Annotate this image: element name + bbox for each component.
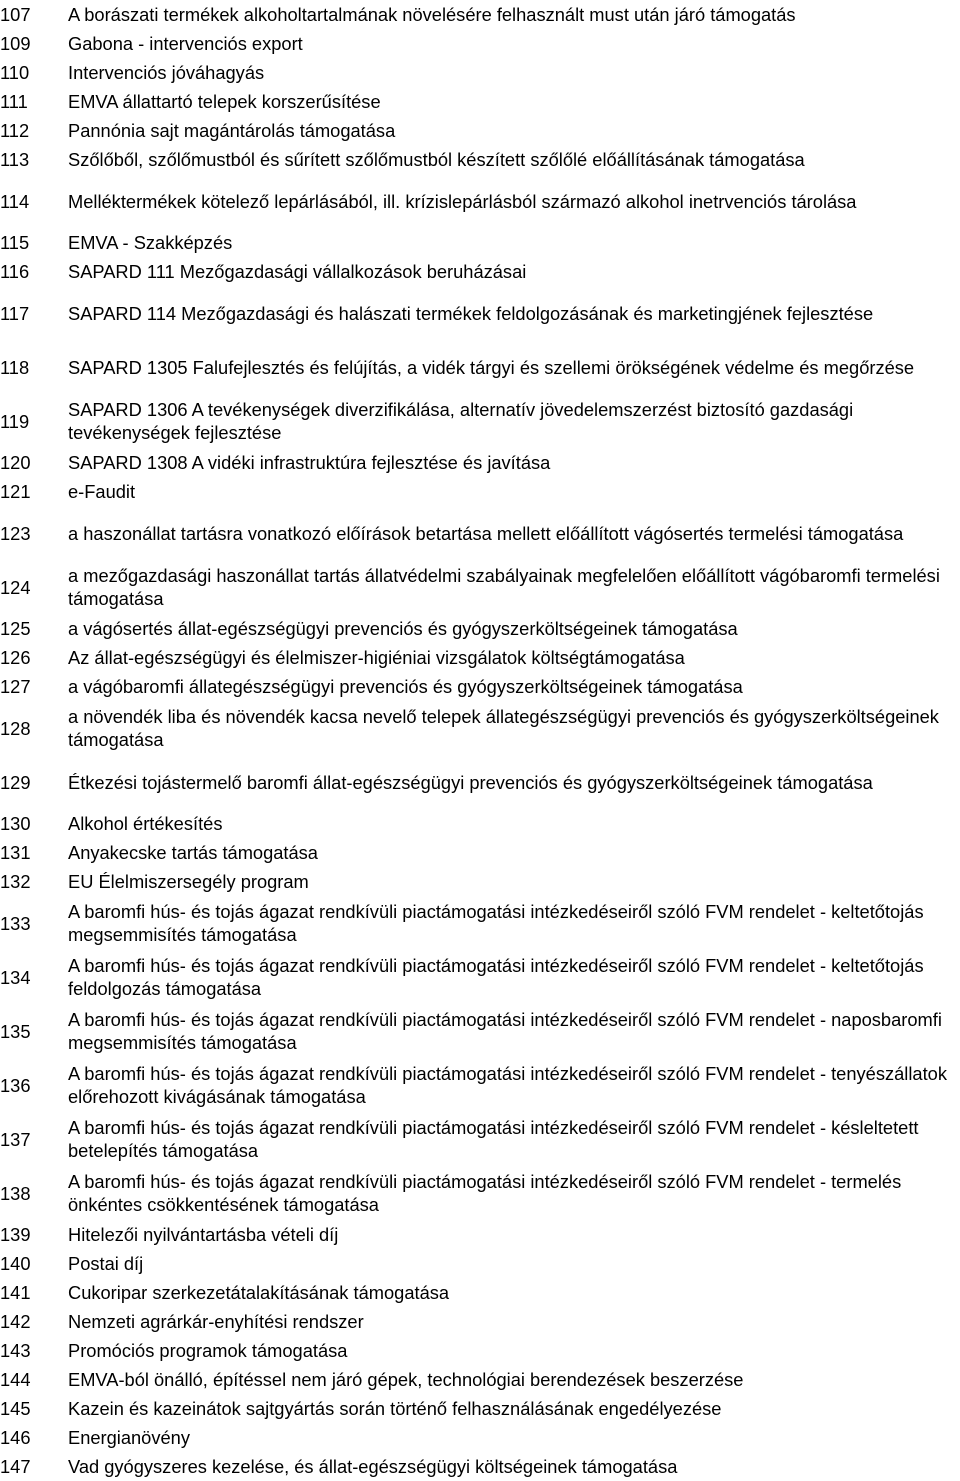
- row-number: 119: [0, 410, 30, 432]
- row-description: SAPARD 111 Mezőgazdasági vállalkozások beruházásai: [68, 261, 527, 282]
- table-row: [0, 701, 960, 755]
- row-description: SAPARD 1308 A vidéki infrastruktúra fejlesztése és javítása: [68, 452, 551, 473]
- row-number: 143: [0, 1340, 31, 1361]
- row-description: e-Faudit: [68, 481, 136, 502]
- row-number: 146: [0, 1427, 31, 1448]
- row-description: a vágósertés állat-egészségügyi prevenciós és gyógyszerköltségeinek támogatása: [68, 618, 738, 639]
- row-description: A baromfi hús- és tojás ágazat rendkívüli piactámogatási intézkedéseiről szóló FVM rendelet - termelés önkéntes csökkentésének támogatása: [68, 1171, 902, 1215]
- row-number: 142: [0, 1311, 31, 1332]
- row-description: Nemzeti agrárkár-enyhítési rendszer: [68, 1311, 364, 1332]
- table-row: [0, 116, 960, 145]
- row-number: 120: [0, 452, 31, 473]
- row-number: 144: [0, 1369, 31, 1390]
- row-description: Postai díj: [68, 1253, 144, 1274]
- table-row: [0, 755, 960, 809]
- row-description: Az állat-egészségügyi és élelmiszer-higiéniai vizsgálatok költségtámogatása: [68, 647, 685, 668]
- row-number: 147: [0, 1456, 31, 1477]
- table-row: [0, 58, 960, 87]
- table-row: [0, 1423, 960, 1452]
- table-row: [0, 896, 960, 950]
- row-description: EMVA-ból önálló, építéssel nem járó gépek, technológiai berendezések beszerzése: [68, 1369, 744, 1390]
- table-row: [0, 643, 960, 672]
- row-description: Alkohol értékesítés: [68, 813, 223, 834]
- row-description: SAPARD 1306 A tevékenységek diverzifikálása, alternatív jövedelemszerzést biztosító gazdasági tevékenységek fejlesztése: [68, 399, 854, 443]
- row-number: 107: [0, 4, 31, 25]
- row-description: a haszonállat tartásra vonatkozó előírások betartása mellett előállított vágósertés termelési támogatása: [68, 522, 904, 544]
- row-number: 139: [0, 1224, 31, 1245]
- row-number: 128: [0, 717, 31, 739]
- row-number: 125: [0, 618, 31, 639]
- table-row: [0, 394, 960, 448]
- row-number: 126: [0, 647, 31, 668]
- table-row: [0, 672, 960, 701]
- row-number: 116: [0, 261, 30, 282]
- table-row: [0, 838, 960, 867]
- row-description: Pannónia sajt magántárolás támogatása: [68, 120, 396, 141]
- row-number: 134: [0, 966, 31, 988]
- table-row: [0, 145, 960, 174]
- table-row: [0, 1166, 960, 1220]
- table-row: [0, 1004, 960, 1058]
- row-description: SAPARD 1305 Falufejlesztés és felújítás, a vidék tárgyi és szellemi örökségének védelme és megőrzése: [68, 356, 915, 378]
- table-row: [0, 228, 960, 257]
- row-description: Gabona - intervenciós export: [68, 33, 303, 54]
- table-row: [0, 1452, 960, 1481]
- row-description: EMVA - Szakképzés: [68, 232, 233, 253]
- row-description: Cukoripar szerkezetátalakításának támogatása: [68, 1282, 450, 1303]
- table-row: [0, 867, 960, 896]
- row-description: Hitelezői nyilvántartásba vételi díj: [68, 1224, 339, 1245]
- table-row: [0, 506, 960, 560]
- table-row: [0, 1112, 960, 1166]
- row-description: a vágóbaromfi állategészségügyi prevenciós és gyógyszerköltségeinek támogatása: [68, 676, 743, 697]
- row-description: a mezőgazdasági haszonállat tartás állatvédelmi szabályainak megfelelően előállított vágóbaromfi termelési támogatása: [68, 565, 940, 609]
- row-number: 140: [0, 1253, 31, 1274]
- table-row: [0, 87, 960, 116]
- row-number: 111: [0, 91, 28, 112]
- table-row: [0, 174, 960, 228]
- row-description: A baromfi hús- és tojás ágazat rendkívüli piactámogatási intézkedéseiről szóló FVM rendelet - tenyészállatok előrehozott kivágásának támogatása: [68, 1063, 947, 1107]
- row-number: 121: [0, 481, 31, 502]
- table-row: [0, 1220, 960, 1249]
- row-number: 113: [0, 149, 30, 170]
- row-description: A baromfi hús- és tojás ágazat rendkívüli piactámogatási intézkedéseiről szóló FVM rendelet - keltetőtojás megsemmisítés támogatása: [68, 901, 924, 945]
- table-row: [0, 1336, 960, 1365]
- row-number: 136: [0, 1074, 31, 1096]
- row-number: 124: [0, 576, 31, 598]
- table-row: [0, 1365, 960, 1394]
- table-row: [0, 1058, 960, 1112]
- row-number: 117: [0, 302, 30, 324]
- row-number: 132: [0, 871, 31, 892]
- row-number: 145: [0, 1398, 31, 1419]
- table-row: [0, 29, 960, 58]
- table-row: [0, 809, 960, 838]
- row-number: 133: [0, 912, 31, 934]
- row-description: Anyakecske tartás támogatása: [68, 842, 318, 863]
- row-number: 130: [0, 813, 31, 834]
- row-description: Intervenciós jóváhagyás: [68, 62, 265, 83]
- table-row: [0, 1278, 960, 1307]
- row-number: 131: [0, 842, 31, 863]
- table-row: [0, 614, 960, 643]
- row-number: 110: [0, 62, 30, 83]
- table-row: [0, 286, 960, 340]
- row-description: Promóciós programok támogatása: [68, 1340, 348, 1361]
- row-number: 135: [0, 1020, 31, 1042]
- row-description: Szőlőből, szőlőmustból és sűrített szőlőmustból készített szőlőlé előállításának támogatása: [68, 149, 805, 170]
- row-description: A baromfi hús- és tojás ágazat rendkívüli piactámogatási intézkedéseiről szóló FVM rendelet - naposbaromfi megsemmisítés támogatása: [68, 1009, 942, 1053]
- row-description: Vad gyógyszeres kezelése, és állat-egészségügyi költségeinek támogatása: [68, 1456, 678, 1477]
- row-description: Energianövény: [68, 1427, 190, 1448]
- table-row: [0, 477, 960, 506]
- row-description: A baromfi hús- és tojás ágazat rendkívüli piactámogatási intézkedéseiről szóló FVM rendelet - késleltetett betelepítés támogatása: [68, 1117, 919, 1161]
- row-description: EMVA állattartó telepek korszerűsítése: [68, 91, 381, 112]
- table-row: [0, 1394, 960, 1423]
- table-row: [0, 1307, 960, 1336]
- table-row: [0, 1249, 960, 1278]
- row-description: Melléktermékek kötelező lepárlásából, ill. krízislepárlásból származó alkohol inetrvenciós tárolása: [68, 190, 857, 212]
- row-number: 114: [0, 190, 30, 212]
- row-number: 137: [0, 1128, 31, 1150]
- table-row: [0, 950, 960, 1004]
- table-row: [0, 0, 960, 29]
- row-description: a növendék liba és növendék kacsa nevelő telepek állategészségügyi prevenciós és gyógyszerköltségeinek támogatása: [68, 706, 939, 750]
- row-description: A baromfi hús- és tojás ágazat rendkívüli piactámogatási intézkedéseiről szóló FVM rendelet - keltetőtojás feldolgozás támogatása: [68, 955, 924, 999]
- row-number: 112: [0, 120, 30, 141]
- row-description: Étkezési tojástermelő baromfi állat-egészségügyi prevenciós és gyógyszerköltségeinek támogatása: [68, 771, 873, 793]
- row-description: Kazein és kazeinátok sajtgyártás során történő felhasználásának engedélyezése: [68, 1398, 722, 1419]
- row-description: A borászati termékek alkoholtartalmának növelésére felhasznált must után járó támogatás: [68, 4, 796, 25]
- row-number: 118: [0, 356, 30, 378]
- row-number: 129: [0, 771, 31, 793]
- table-row: [0, 448, 960, 477]
- row-number: 127: [0, 676, 31, 697]
- table-row: [0, 340, 960, 394]
- row-number: 123: [0, 522, 31, 544]
- row-number: 109: [0, 33, 31, 54]
- row-description: EU Élelmiszersegély program: [68, 871, 309, 892]
- row-number: 115: [0, 232, 30, 253]
- table-row: [0, 257, 960, 286]
- row-description: SAPARD 114 Mezőgazdasági és halászati termékek feldolgozásának és marketingjének fejlesztése: [68, 302, 874, 324]
- row-number: 141: [0, 1282, 31, 1303]
- row-number: 138: [0, 1182, 31, 1204]
- table-row: [0, 560, 960, 614]
